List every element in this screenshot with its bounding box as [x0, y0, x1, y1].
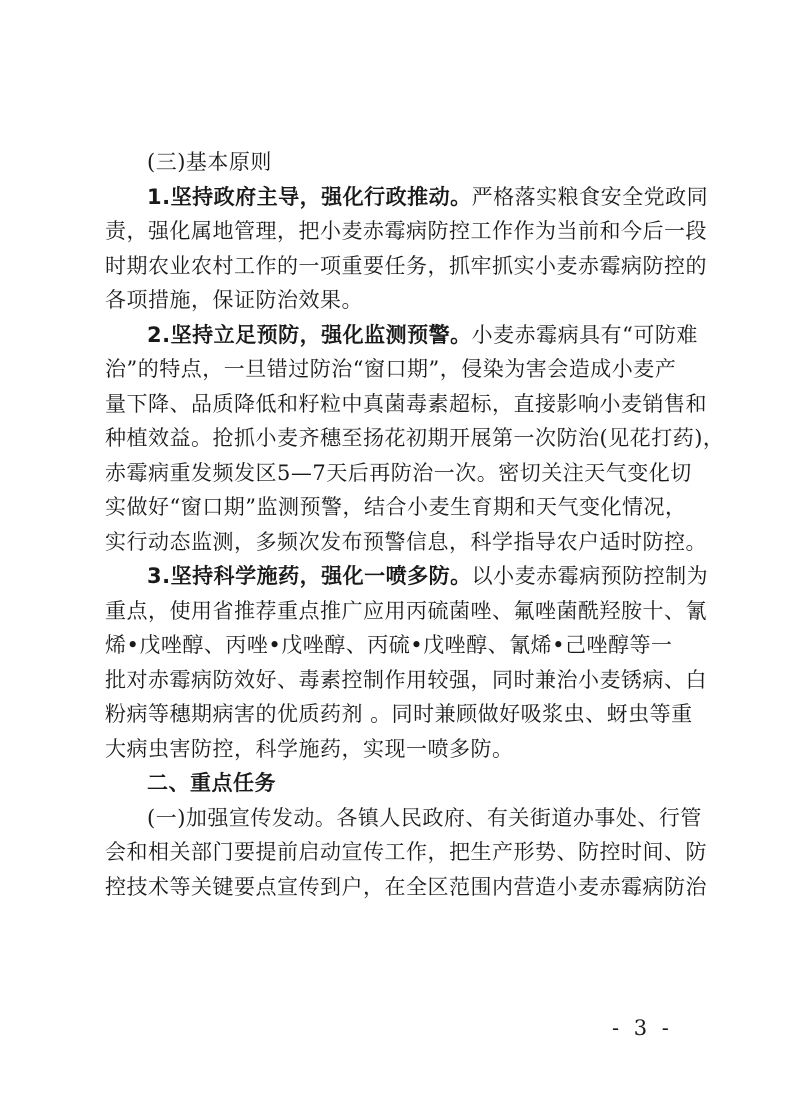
- text-line: [105, 870, 707, 905]
- text-line: [105, 697, 691, 732]
- text-line: [105, 145, 691, 180]
- line-text: 实做好“窗口期”监测预警，结合小麦生育期和天气变化情况，: [105, 495, 687, 519]
- line-text: 控技术等关键要点宣传到户，在全区范围内营造小麦赤霉病防治: [105, 874, 707, 899]
- text-line: [105, 352, 691, 387]
- text-line: [105, 456, 691, 491]
- text-line: [105, 283, 691, 318]
- text-line: [105, 594, 707, 629]
- line-text: 会和相关部门要提前启动宣传工作，把生产形势、防控时间、防: [105, 840, 707, 864]
- text-line: [105, 214, 707, 249]
- text-line: [105, 318, 698, 353]
- line-text: 量下降、品质降低和籽粒中真菌毒素超标，直接影响小麦销售和: [105, 391, 707, 416]
- line-text: 大病虫害防控，科学施药，实现一喷多防。: [105, 736, 514, 761]
- section-heading: [105, 766, 691, 801]
- text-line: [105, 490, 691, 525]
- line-text: 二、重点任务: [147, 771, 276, 795]
- text-line: [105, 559, 709, 594]
- text-line: [105, 421, 725, 456]
- line-text: 各项措施，保证防治效果。: [105, 288, 363, 312]
- text-line: [105, 663, 707, 698]
- line-text: 赤霉病重发频发区5—7天后再防治一次。密切关注天气变化切: [105, 460, 692, 485]
- text-line: [105, 387, 707, 422]
- document-body: [105, 145, 725, 904]
- principle-title: 2.坚持立足预防，强化监测预警。: [147, 322, 472, 347]
- line-text: (三)基本原则: [147, 150, 272, 174]
- principle-title: 1.坚持政府主导，强化行政推动。: [147, 184, 472, 209]
- line-text: 严格落实粮食安全党政同: [471, 184, 709, 209]
- line-text: 实行动态监测，多频次发布预警信息，科学指导农户适时防控。: [105, 529, 707, 554]
- line-text: 重点，使用省推荐重点推广应用丙硫菌唑、氟唑菌酰羟胺十、氰: [105, 598, 707, 623]
- line-text: 责，强化属地管理，把小麦赤霉病防控工作作为当前和今后一段: [105, 219, 707, 243]
- text-line: [105, 180, 709, 215]
- text-line: [105, 628, 691, 663]
- page-number: - 3 -: [612, 1016, 673, 1040]
- line-text: (一)加强宣传发动。各镇人民政府、有关街道办事处、行管: [147, 805, 702, 830]
- line-text: 种植效益。抢抓小麦齐穗至扬花初期开展第一次防治(见花打药)，: [105, 426, 725, 450]
- line-text: 小麦赤霉病具有“可防难: [471, 322, 698, 347]
- line-text: 时期农业农村工作的一项重要任务，抓牢抓实小麦赤霉病防控的: [105, 253, 707, 278]
- text-line: [105, 835, 707, 870]
- line-text: 烯•戊唑醇、丙唑•戊唑醇、丙硫•戊唑醇、氰烯•己唑醇等一: [105, 633, 673, 657]
- line-text: 以小麦赤霉病预防控制为: [471, 564, 709, 588]
- line-text: 批对赤霉病防效好、毒素控制作用较强，同时兼治小麦锈病、白: [105, 667, 707, 692]
- text-line: [105, 801, 702, 836]
- line-text: 粉病等穗期病害的优质药剂 。同时兼顾做好吸浆虫、蚜虫等重: [105, 702, 693, 726]
- principle-title: 3.坚持科学施药，强化一喷多防。: [147, 564, 472, 588]
- text-line: [105, 732, 691, 767]
- line-text: 治”的特点，一旦错过防治“窗口期”，侵染为害会造成小麦产: [105, 357, 677, 381]
- text-line: [105, 525, 707, 560]
- text-line: [105, 249, 707, 284]
